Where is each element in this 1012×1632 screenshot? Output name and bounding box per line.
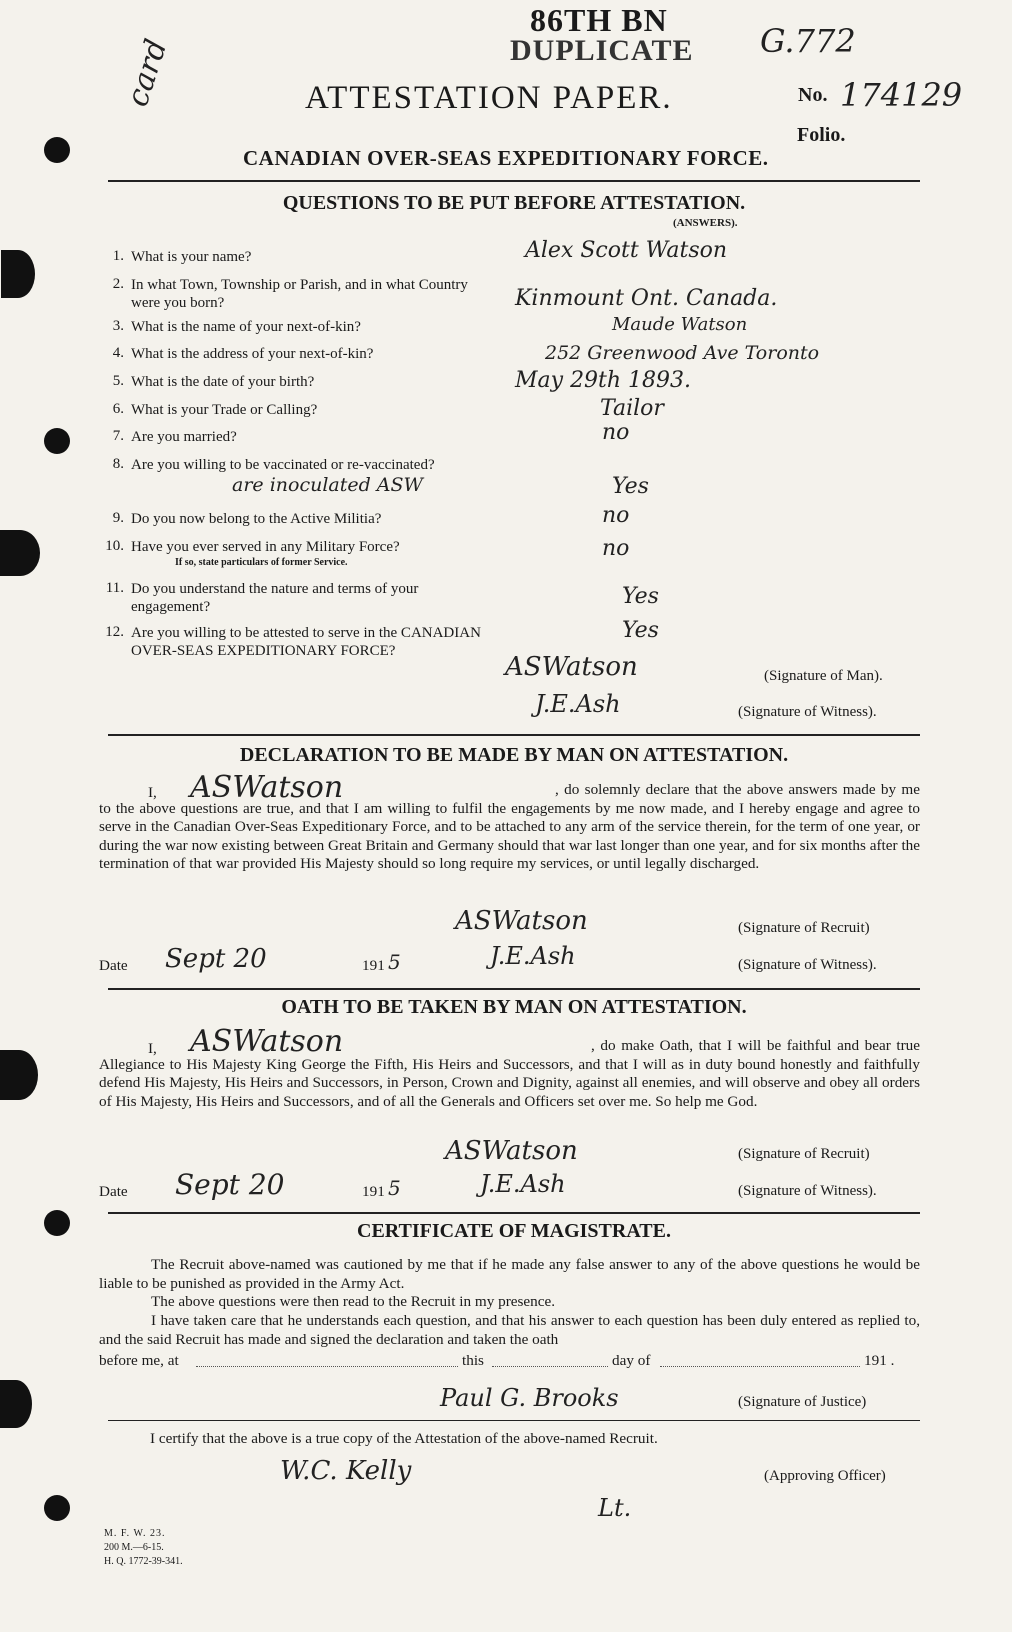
- declaration-year-prefix: 191: [362, 957, 385, 974]
- signature-officer: W.C. Kelly: [280, 1456, 412, 1486]
- oath-body: , do make Oath, that I will be faithful and bear true Allegiance to His Majesty King George the Fifth, His Heirs and Successors, and that I will as in duty bound honestly and faithfully defend His Majesty, His Heirs and Successors, in Person, Crown and Dignity, against all enemies, and will observe and obey all orders of His Majesty, His Heirs and Successors, and of all the Generals and Officers set over me. So help me God.: [99, 1037, 920, 1110]
- punch-hole: [0, 1050, 38, 1100]
- answer: 252 Greenwood Ave Toronto: [545, 342, 820, 364]
- folio-label: Folio.: [797, 124, 846, 146]
- oath-signature-witness-label: (Signature of Witness).: [738, 1183, 877, 1199]
- signature-witness-label: (Signature of Witness).: [738, 704, 877, 720]
- question-number: 4.: [112, 345, 124, 361]
- declaration-name: ASWatson: [190, 770, 344, 805]
- punch-hole: [0, 1380, 32, 1428]
- question-text: What is your Trade or Calling?: [131, 402, 318, 418]
- answer: Yes: [622, 584, 659, 609]
- declaration-date-value: Sept 20: [165, 944, 267, 974]
- punch-hole: [1, 250, 35, 298]
- answers-label: (ANSWERS).: [673, 217, 738, 229]
- answer: Yes: [612, 474, 649, 499]
- corner-note: G.772: [760, 22, 856, 60]
- oath-signature-recruit-label: (Signature of Recruit): [738, 1146, 870, 1162]
- signature-officer-label: (Approving Officer): [764, 1468, 886, 1484]
- question-number: 8.: [112, 456, 124, 472]
- question-text: Are you willing to be attested to serve in the CANADIAN OVER-SEAS EXPEDITIONARY FORCE?: [131, 625, 481, 659]
- answer: Kinmount Ont. Canada.: [515, 286, 778, 311]
- question-text: Are you willing to be vaccinated or re-vaccinated?: [131, 457, 435, 473]
- question-number: 2.: [112, 276, 124, 292]
- signature-officer-rank: Lt.: [598, 1494, 632, 1522]
- declaration-date-label: Date: [99, 957, 128, 974]
- declaration-signature-witness-label: (Signature of Witness).: [738, 957, 877, 973]
- month-line: [660, 1366, 860, 1367]
- question-text: What is the date of your birth?: [131, 374, 315, 390]
- oath-i: I,: [148, 1040, 157, 1057]
- answer: Tailor: [600, 396, 664, 421]
- before-me-label: before me, at: [99, 1352, 179, 1369]
- declaration-heading: DECLARATION TO BE MADE BY MAN ON ATTESTATION.: [239, 744, 789, 766]
- declaration-year-value: 5: [388, 950, 401, 974]
- hq-reference: H. Q. 1772-39-341.: [104, 1556, 183, 1567]
- question-subtext: If so, state particulars of former Service.: [175, 557, 348, 568]
- signature-justice: Paul G. Brooks: [440, 1384, 619, 1412]
- oath-heading: OATH TO BE TAKEN BY MAN ON ATTESTATION.: [281, 996, 747, 1018]
- question-number: 7.: [112, 428, 124, 444]
- question-number: 1.: [112, 248, 124, 264]
- oath-name: ASWatson: [190, 1024, 344, 1059]
- certificate-paragraph-3: I have taken care that he understands each question, and that his answer to each question has been duly entered as replied to, and the said Recruit has made and signed the declaration and taken the oath: [99, 1312, 920, 1348]
- answer: May 29th 1893.: [515, 368, 692, 393]
- declaration-signature-recruit: ASWatson: [455, 906, 588, 936]
- declaration-signature-witness: J.E.Ash: [490, 942, 576, 970]
- question-number: 11.: [105, 580, 124, 596]
- question-number: 12.: [105, 624, 124, 640]
- margin-note: card: [120, 35, 175, 111]
- oath-date-label: Date: [99, 1183, 128, 1200]
- signature-man-label: (Signature of Man).: [764, 668, 883, 684]
- print-run: 200 M.—6-15.: [104, 1542, 164, 1553]
- divider: [108, 1420, 920, 1421]
- this-label: this: [462, 1352, 484, 1369]
- oath-signature-witness: J.E.Ash: [480, 1170, 566, 1198]
- inoculation-note: are inoculated ASW: [232, 474, 424, 496]
- question-text: What is your name?: [131, 249, 252, 265]
- signature-justice-label: (Signature of Justice): [738, 1394, 867, 1410]
- question-number: 5.: [112, 373, 124, 389]
- no-label: No.: [798, 84, 828, 106]
- question-text: Are you married?: [131, 429, 237, 445]
- oath-year-prefix: 191: [362, 1183, 385, 1200]
- page-title: ATTESTATION PAPER.: [305, 80, 673, 116]
- question-text: What is the name of your next-of-kin?: [131, 319, 361, 335]
- answer: no: [602, 536, 630, 561]
- question-number: 9.: [112, 510, 124, 526]
- question-number: 6.: [112, 401, 124, 417]
- certificate-paragraph-2: The above questions were then read to the Recruit in my presence.: [151, 1293, 556, 1310]
- question-number: 10.: [105, 538, 124, 554]
- signature-man: ASWatson: [505, 652, 638, 682]
- regimental-number: 174129: [840, 76, 963, 114]
- divider: [108, 1212, 920, 1214]
- punch-hole: [44, 137, 70, 163]
- divider: [108, 734, 920, 736]
- punch-hole: [44, 428, 70, 454]
- punch-hole: [44, 1495, 70, 1521]
- day-line: [492, 1366, 608, 1367]
- certificate-paragraph-1: The Recruit above-named was cautioned by me that if he made any false answer to any of the above questions he would be liable to be punished as provided in the Army Act.: [99, 1256, 920, 1292]
- place-line: [196, 1366, 458, 1367]
- question-number: 3.: [112, 318, 124, 334]
- declaration-body: , do solemnly declare that the above answers made by me to the above questions are true, and that I am willing to fulfil the engagements by me now made, and I hereby engage and agree to serve in the Canadian Over-Seas Expeditionary Force, and to be attached to any arm of the service therein, for the term of one year, or during the war now existing between Great Britain and Germany should that war last longer than one year, and for six months after the termination of that war provided His Majesty should so long require my services, or until legally discharged.: [99, 781, 920, 873]
- divider: [108, 180, 920, 182]
- oath-year-value: 5: [388, 1176, 401, 1200]
- question-text: Have you ever served in any Military Force?: [131, 539, 400, 555]
- form-number: M. F. W. 23.: [104, 1528, 166, 1539]
- unit-stamp: 86TH BN: [530, 2, 668, 38]
- answer: Maude Watson: [612, 314, 748, 335]
- question-text: Do you understand the nature and terms of your engagement?: [131, 581, 419, 615]
- declaration-signature-recruit-label: (Signature of Recruit): [738, 920, 870, 936]
- certify-text: I certify that the above is a true copy of the Attestation of the above-named Recruit.: [150, 1430, 658, 1447]
- questions-heading: QUESTIONS TO BE PUT BEFORE ATTESTATION.: [282, 192, 746, 214]
- answer: no: [602, 503, 630, 528]
- year-label: 191 .: [864, 1352, 895, 1369]
- answer: no: [602, 420, 630, 445]
- duplicate-stamp: DUPLICATE: [510, 34, 694, 67]
- answer: Yes: [622, 618, 659, 643]
- question-text: In what Town, Township or Parish, and in what Country were you born?: [131, 277, 468, 311]
- punch-hole: [44, 1210, 70, 1236]
- certificate-heading: CERTIFICATE OF MAGISTRATE.: [357, 1220, 671, 1242]
- page-subtitle: CANADIAN OVER-SEAS EXPEDITIONARY FORCE.: [243, 146, 769, 170]
- punch-hole: [0, 530, 40, 576]
- signature-witness: J.E.Ash: [535, 690, 621, 718]
- oath-date-value: Sept 20: [175, 1168, 285, 1201]
- divider: [108, 988, 920, 990]
- answer: Alex Scott Watson: [525, 238, 728, 263]
- day-of-label: day of: [612, 1352, 651, 1369]
- question-text: What is the address of your next-of-kin?: [131, 346, 374, 362]
- declaration-i: I,: [148, 784, 157, 801]
- question-text: Do you now belong to the Active Militia?: [131, 511, 382, 527]
- oath-signature-recruit: ASWatson: [445, 1136, 578, 1166]
